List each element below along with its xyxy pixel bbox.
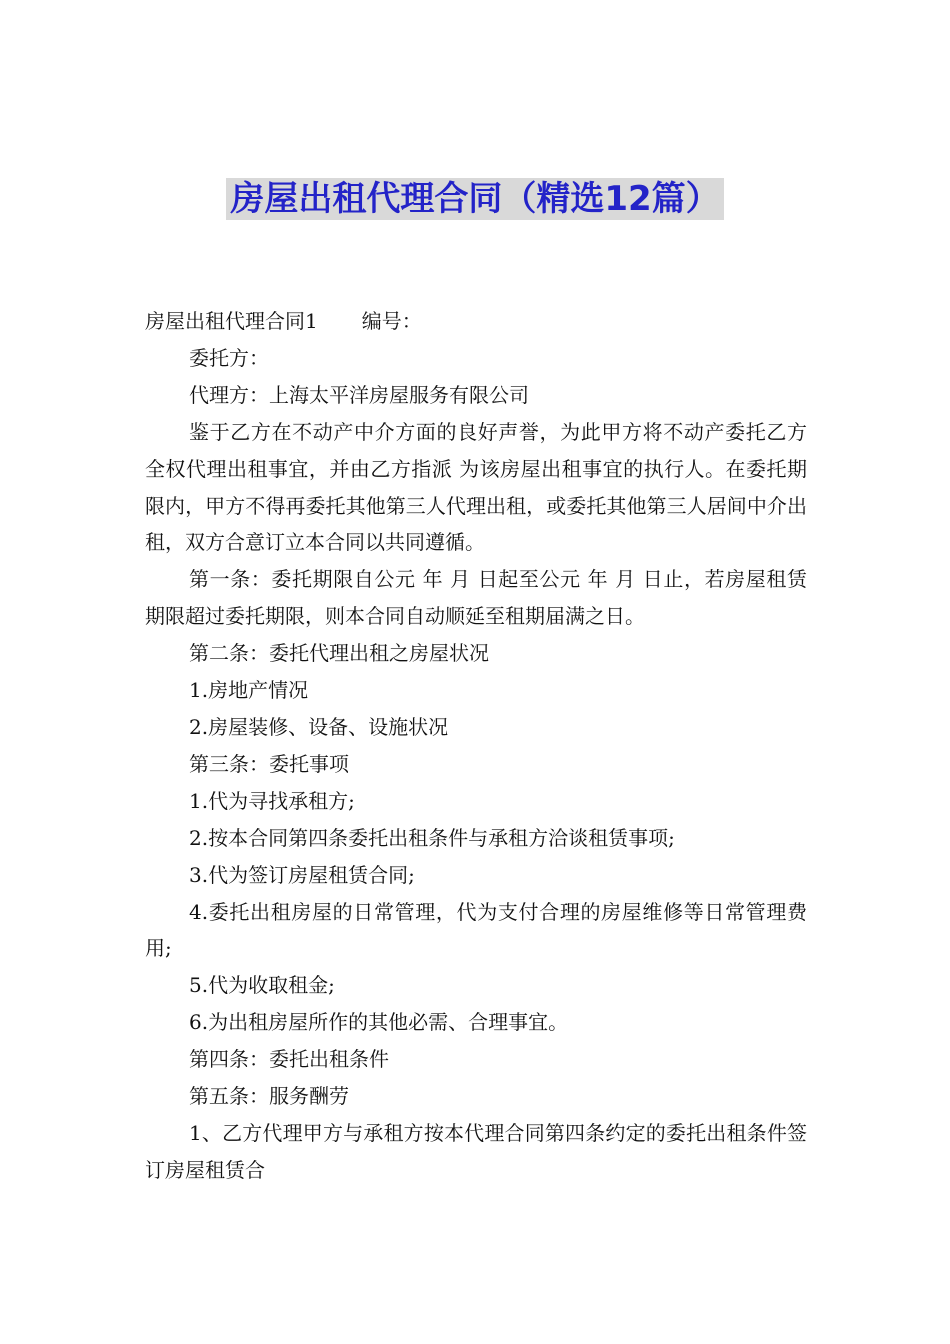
paragraph-article-2-item-1: 1.房地产情况 (189, 678, 309, 703)
paragraph-article-1: 第一条：委托期限自公元 年 月 日起至公元 年 月 日止，若房屋租赁期限超过委托期限，则本合同自动顺延至租期届满之日。 (145, 567, 807, 629)
document-title: 房屋出租代理合同（精选12篇） (226, 178, 723, 220)
title-area (0, 178, 950, 220)
paragraph-client: 委托方： (189, 345, 269, 370)
paragraph-article-3-item-6: 6.为出租房屋所作的其他必需、合理事宜。 (189, 1010, 569, 1035)
paragraph-article-3-item-5: 5.代为收取租金; (189, 973, 335, 998)
paragraph-article-5-item-1: 1、乙方代理甲方与承租方按本代理合同第四条约定的委托出租条件签订房屋租赁合 (145, 1120, 807, 1182)
document-body (145, 303, 807, 1189)
paragraph-article-5: 第五条：服务酬劳 (189, 1084, 349, 1109)
contract-name: 房屋出租代理合同1 (145, 309, 318, 333)
contract-heading (145, 303, 807, 340)
contract-number-label: 编号： (361, 309, 422, 333)
paragraph-article-3-item-1: 1.代为寻找承租方; (189, 788, 355, 813)
paragraph-agent: 代理方：上海太平洋房屋服务有限公司 (189, 382, 529, 407)
paragraph-article-3: 第三条：委托事项 (189, 751, 349, 776)
paragraph-preamble: 鉴于乙方在不动产中介方面的良好声誉，为此甲方将不动产委托乙方全权代理出租事宜，并由乙方指派 为该房屋出租事宜的执行人。在委托期限内，甲方不得再委托其他第三人代理出租，或委托其他第三人居间中介出租，双方合意订立本合同以共同遵循。 (145, 419, 807, 555)
paragraph-article-2: 第二条：委托代理出租之房屋状况 (189, 641, 489, 666)
paragraph-article-3-item-3: 3.代为签订房屋租赁合同; (189, 862, 415, 887)
paragraph-article-3-item-2: 2.按本合同第四条委托出租条件与承租方洽谈租赁事项; (189, 825, 675, 850)
paragraph-article-3-item-4: 4.委托出租房屋的日常管理，代为支付合理的房屋维修等日常管理费用; (145, 899, 807, 961)
paragraph-article-4: 第四条：委托出租条件 (189, 1047, 389, 1072)
paragraph-article-2-item-2: 2.房屋装修、设备、设施状况 (189, 714, 449, 739)
